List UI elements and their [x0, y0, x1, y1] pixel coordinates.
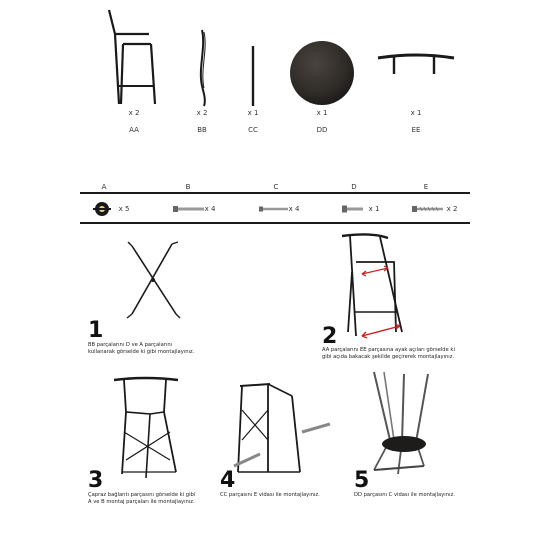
step-text-1: [88, 342, 194, 356]
step-text-1-line-1: BB parçalarını D ve A parçalarını: [88, 342, 173, 348]
hardware-count-a: x 5: [118, 205, 130, 213]
hardware-count-d: x 1: [368, 205, 380, 213]
step-text-5-line-1: DD parçasını C vidası ile montajlayınız.: [354, 492, 455, 498]
step-text-3-line-2: A ve B montaj parçaları ile montajlayınız.: [88, 499, 195, 505]
part-count-aa: x 2: [128, 109, 140, 117]
step-text-5: [354, 492, 455, 499]
step-number-5: 5: [354, 468, 370, 493]
hardware-count-b: x 4: [204, 205, 216, 213]
round-seat-icon: [289, 40, 355, 106]
frame-screw-illustration: [232, 380, 332, 480]
backrest-bar-icon: [376, 52, 456, 76]
hardware-code-e: E: [423, 183, 429, 191]
step-number-4: 4: [220, 468, 236, 493]
part-code-cc: CC: [248, 126, 258, 134]
hardware-code-b: B: [185, 183, 191, 191]
hardware-code-c: C: [273, 183, 279, 191]
hardware-code-d: D: [351, 183, 357, 191]
frame-with-backrest-illustration: [338, 232, 408, 342]
seat-mount-illustration: [364, 370, 454, 480]
hardware-top-rule: [80, 192, 470, 194]
part-code-bb: BB: [197, 126, 207, 134]
step-number-1: 1: [88, 318, 104, 343]
part-count-cc: x 1: [247, 109, 259, 117]
part-code-aa: AA: [129, 126, 139, 134]
bolt-icon: [173, 204, 205, 214]
part-count-ee: x 1: [410, 109, 422, 117]
step-number-2: 2: [322, 324, 338, 349]
step-text-4-line-1: CC parçasını E vidası ile montajlayınız.: [220, 492, 320, 498]
step-text-3-line-1: Çapraz bağlantı parçasını görselde ki gibi: [88, 492, 196, 498]
curved-rod-icon: [196, 28, 210, 108]
frame-assembly-illustration: [110, 376, 190, 486]
part-count-bb: x 2: [196, 109, 208, 117]
part-code-ee: EE: [411, 126, 421, 134]
stool-frame-icon: [103, 8, 163, 108]
step-text-1-line-2: kullanarak görselde ki gibi montajlayınız.: [88, 349, 195, 355]
long-screw-icon: [259, 204, 289, 214]
step-text-2-line-1: AA parçalarını EE parçasına ayak açıları görselde ki: [322, 347, 455, 353]
step-text-3: [88, 492, 195, 506]
cross-brace-illustration: [124, 240, 184, 320]
hardware-code-a: A: [101, 183, 107, 191]
straight-rod-icon: [250, 46, 256, 106]
hardware-count-e: x 2: [446, 205, 458, 213]
step-text-4: [220, 492, 320, 499]
wood-screw-icon: [412, 204, 444, 214]
part-count-dd: x 1: [316, 109, 328, 117]
step-number-3: 3: [88, 468, 104, 493]
step-text-2-line-2: gibi açıda bakacak şekilde geçirerek montajlayınız.: [322, 354, 455, 360]
joint-connector-icon: [91, 200, 115, 218]
part-code-dd: DD: [316, 126, 328, 134]
hardware-count-c: x 4: [288, 205, 300, 213]
short-bolt-icon: [342, 204, 364, 214]
hardware-bottom-rule: [80, 222, 470, 224]
step-text-2: [322, 347, 455, 361]
